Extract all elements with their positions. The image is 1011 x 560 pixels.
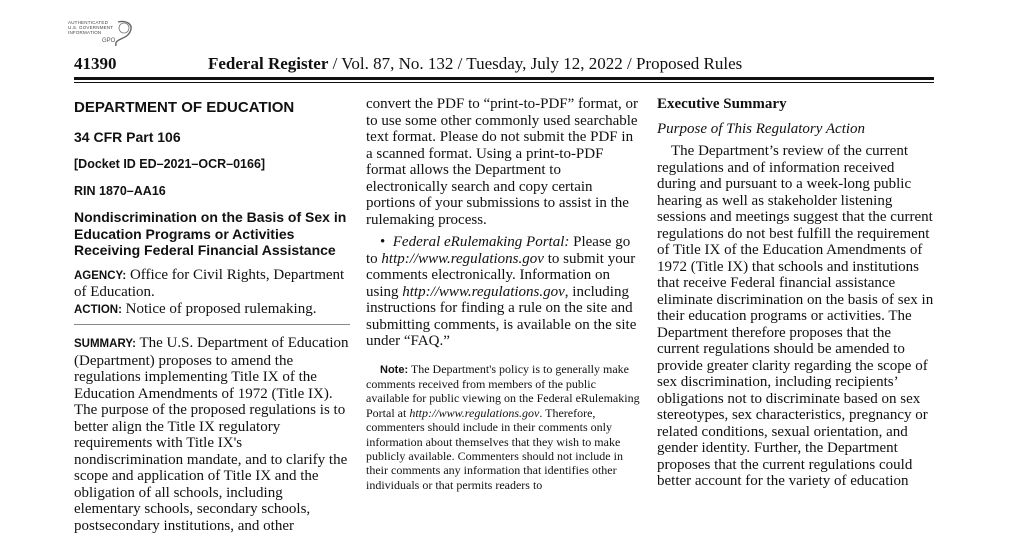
header-rule-thin xyxy=(74,82,934,83)
gpo-authentication-seal xyxy=(68,18,138,50)
publication-name: Federal Register xyxy=(208,54,329,73)
gpo-label: GPO xyxy=(102,38,116,44)
note-label: Note: xyxy=(380,363,409,376)
regulations-link[interactable]: http://www.regulations.gov xyxy=(381,250,544,267)
pdf-instructions: convert the PDF to “print-to-PDF” format, or to use some other commonly used searchable text format. Please do not submit the PDF in a scanned format. Using a print-to-PDF format allows the Department to electronically search and copy certain portions of your submissions to assist in the rulemaking process. xyxy=(366,96,639,228)
action-text: Notice of proposed rulemaking. xyxy=(121,300,317,317)
section-divider xyxy=(74,324,350,325)
page-number: 41390 xyxy=(74,54,117,73)
seal-emblem-icon xyxy=(68,18,138,50)
agency-label: AGENCY: xyxy=(74,269,127,282)
publication-line xyxy=(208,54,742,74)
agency-paragraph xyxy=(74,267,350,301)
docket-id: [Docket ID ED–2021–OCR–0166] xyxy=(74,157,266,171)
seal-text: AUTHENTICATED U.S. GOVERNMENT INFORMATION xyxy=(68,20,114,35)
note-paragraph: Note: The Department's policy is to generally make comments received from members of the public available for public viewing on the Federal eRulemaking Portal at http://www.regulations.gov. Therefore, commenters should include in their comments only information about themselves that they wish to make publicly available. Commenters should not include in their comments any information that identifies other individuals or that permits readers to xyxy=(366,361,640,492)
summary-text: The U.S. Department of Education (Department) proposes to amend the regulations implementing Title IX of the Education Amendments of 1972 (Title IX). The purpose of the proposed regulations is to better align the Title IX regulatory requirements with Title IX's nondiscrimination mandate, and to clarify the scope and application of Title IX and the obligation of all schools, including elementary schools, secondary schools, postsecondary institutions, and other xyxy=(74,335,349,534)
bullet-icon: • xyxy=(380,234,386,250)
purpose-subheading: Purpose of This Regulatory Action xyxy=(657,120,866,137)
document-title: Nondiscrimination on the Basis of Sex in Education Programs or Activities Receiving Federal Financial Assistance xyxy=(74,209,347,258)
agency-text: Office for Civil Rights, Department of Education. xyxy=(74,266,345,300)
regulations-link[interactable]: http://www.regulations.gov xyxy=(409,405,540,420)
portal-label: Federal eRulemaking Portal: xyxy=(392,234,570,250)
page-header xyxy=(74,54,934,76)
header-rule-thick xyxy=(74,77,934,80)
cfr-part: 34 CFR Part 106 xyxy=(74,128,181,145)
purpose-body: The Department’s review of the current regulations and of information received during and pursuant to a week-long public hearing as well as stakeholder listening sessions and meetings suggest that the current regulations do not best fulfill the requirement of Title IX of the Education Amendments of 1972 (Title IX) that schools and institutions that receive Federal financial assistance eliminate discrimination on the basis of sex in their education programs or activities. The Department therefore proposes that the current regulations should be amended to provide greater clarity regarding the scope of sex discrimination, including recipients’ obligations not to discriminate based on sex stereotypes, sex characteristics, pregnancy or related conditions, sexual orientation, and gender identity. Further, the Department proposes that the current regulations could better account for the variety of education xyxy=(657,143,934,489)
column-2 xyxy=(366,96,642,492)
summary-paragraph xyxy=(74,335,350,534)
action-paragraph xyxy=(74,301,350,319)
agency-heading: DEPARTMENT OF EDUCATION xyxy=(74,99,295,116)
column-1 xyxy=(74,96,350,534)
rin-number: RIN 1870–AA16 xyxy=(74,183,166,198)
action-label: ACTION: xyxy=(74,303,122,316)
issue-details: / Vol. 87, No. 132 / Tuesday, July 12, 2022 / Proposed Rules xyxy=(328,54,743,73)
regulations-link[interactable]: http://www.regulations.gov xyxy=(402,283,565,300)
column-3 xyxy=(657,96,935,490)
executive-summary-heading: Executive Summary xyxy=(657,96,787,112)
portal-paragraph: • Federal eRulemaking Portal: Please go to http://www.regulations.gov to submit your comments electronically. Information on using http://www.regulations.gov, including instructions for finding a rule on the site and submitting comments, is available on the site under “FAQ.” xyxy=(366,234,637,349)
summary-label: SUMMARY: xyxy=(74,338,136,350)
